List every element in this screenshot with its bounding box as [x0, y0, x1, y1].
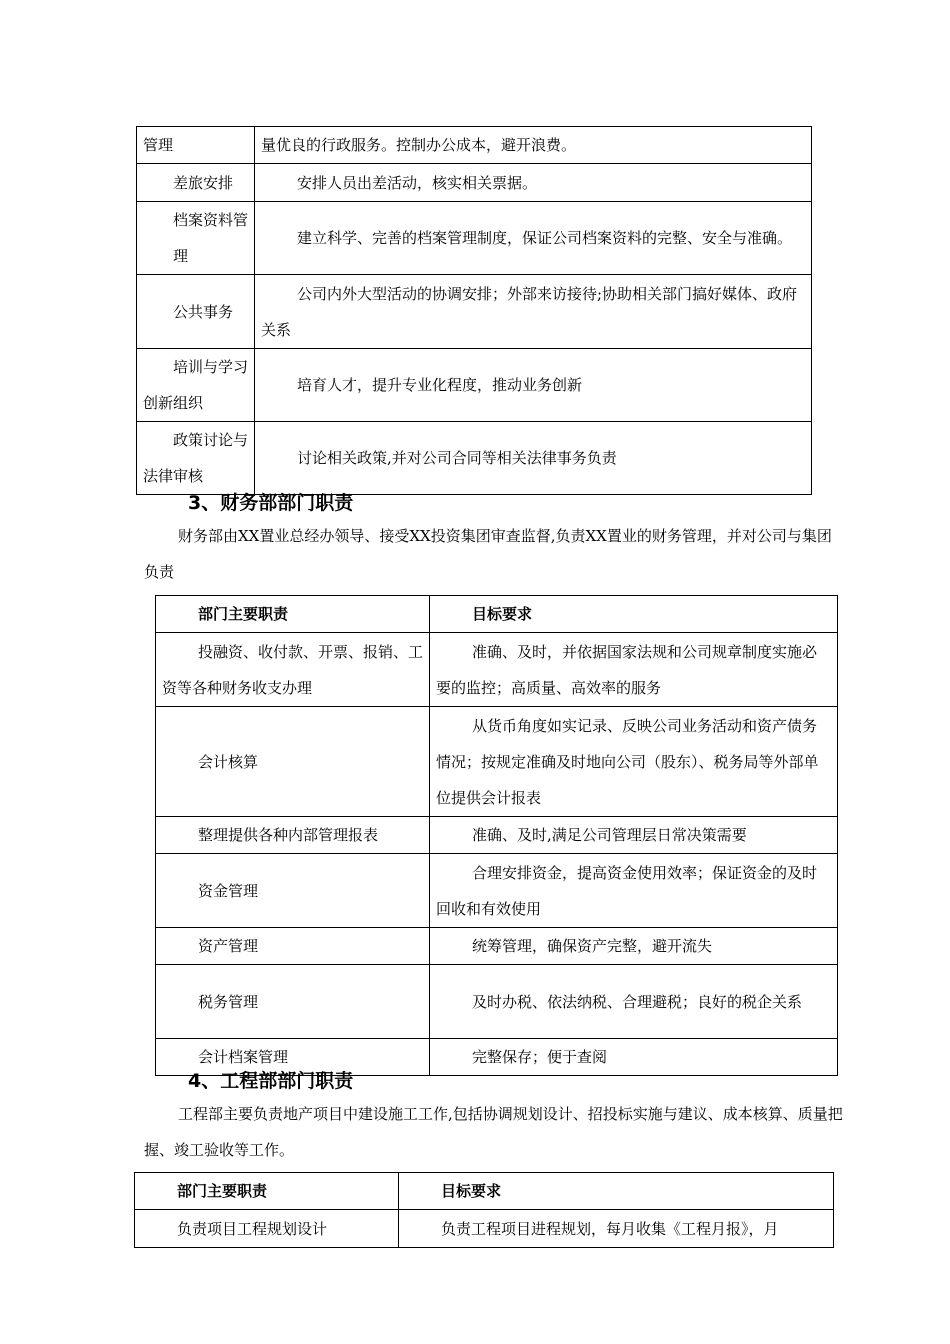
- table-row: [137, 164, 812, 202]
- table-header-row: [156, 596, 838, 633]
- table-row: [137, 275, 812, 349]
- requirement-cell: 合理安排资金，提高资金使用效率；保证资金的及时回收和有效使用: [430, 854, 838, 928]
- duty-cell: [137, 202, 255, 275]
- requirement-cell: 准确、及时,满足公司管理层日常决策需要: [430, 817, 838, 854]
- table-row: [137, 422, 812, 495]
- table-row: [156, 633, 838, 707]
- duty-cell: 资产管理: [156, 928, 430, 965]
- table-row: [137, 349, 812, 422]
- table-row: [156, 965, 838, 1039]
- table-row: [156, 854, 838, 928]
- table-row: [137, 127, 812, 164]
- requirement-cell: 完整保存；便于查阅: [430, 1039, 838, 1076]
- table-row: [135, 1210, 834, 1248]
- header-duties: 部门主要职责: [156, 596, 430, 633]
- requirement-cell: 量优良的行政服务。控制办公成本，避开浪费。: [255, 127, 812, 164]
- table-row: [137, 202, 812, 275]
- requirement-cell: 及时办税、依法纳税、合理避税；良好的税企关系: [430, 965, 838, 1039]
- table-row: [156, 928, 838, 965]
- table-row: [156, 817, 838, 854]
- section-4-intro: 工程部主要负责地产项目中建设施工工作,包括协调规划设计、招投标实施与建议、成本核算、质量把握、竣工验收等工作。: [144, 1105, 843, 1159]
- requirement-cell: 准确、及时，并依据国家法规和公司规章制度实施必要的监控；高质量、高效率的服务: [430, 633, 838, 707]
- header-duties: 部门主要职责: [135, 1173, 399, 1210]
- engineering-duties-table: [134, 1172, 834, 1248]
- duty-cell: 投融资、收付款、开票、报销、工资等各种财务收支办理: [156, 633, 430, 707]
- table-row: [156, 707, 838, 817]
- requirement-cell: 培育人才，提升专业化程度，推动业务创新: [255, 349, 812, 422]
- duty-cell: 政策讨论与法律审核: [137, 422, 255, 495]
- duty-cell: 会计档案管理: [156, 1039, 430, 1076]
- table-header-row: [135, 1173, 834, 1210]
- section-3-title: 3、财务部部门职责: [188, 492, 354, 514]
- section-4-title: 4、工程部部门职责: [188, 1070, 354, 1092]
- requirement-cell: 统筹管理，确保资产完整，避开流失: [430, 928, 838, 965]
- duty-cell: 差旅安排: [137, 164, 255, 202]
- header-requirements: 目标要求: [430, 596, 838, 633]
- requirement-cell: 负责工程项目进程规划，每月收集《工程月报》，月: [399, 1210, 834, 1248]
- duty-cell: 税务管理: [156, 965, 430, 1039]
- requirement-cell: 讨论相关政策,并对公司合同等相关法律事务负责: [255, 422, 812, 495]
- admin-duties-table: [136, 126, 812, 495]
- duty-cell: 负责项目工程规划设计: [135, 1210, 399, 1248]
- requirement-cell: 从货币角度如实记录、反映公司业务活动和资产债务情况；按规定准确及时地向公司（股东）、税务局等外部单位提供会计报表: [430, 707, 838, 817]
- header-requirements: 目标要求: [399, 1173, 834, 1210]
- duty-cell: 整理提供各种内部管理报表: [156, 817, 430, 854]
- requirement-cell: 安排人员出差活动，核实相关票据。: [255, 164, 812, 202]
- duty-cell: 会计核算: [156, 707, 430, 817]
- requirement-cell: 建立科学、完善的档案管理制度，保证公司档案资料的完整、安全与准确。: [255, 202, 812, 275]
- duty-text: 档案资料管理: [173, 211, 249, 265]
- duty-cell: 资金管理: [156, 854, 430, 928]
- finance-duties-table: [155, 595, 838, 1076]
- duty-cell: 管理: [137, 127, 255, 164]
- duty-cell: 公共事务: [137, 275, 255, 349]
- requirement-cell: 公司内外大型活动的协调安排；外部来访接待;协助相关部门搞好媒体、政府关系: [255, 275, 812, 349]
- section-3-intro: 财务部由XX置业总经办领导、接受XX投资集团审查监督,负责XX置业的财务管理，并对公司与集团负责: [144, 527, 832, 581]
- duty-cell: 培训与学习创新组织: [137, 349, 255, 422]
